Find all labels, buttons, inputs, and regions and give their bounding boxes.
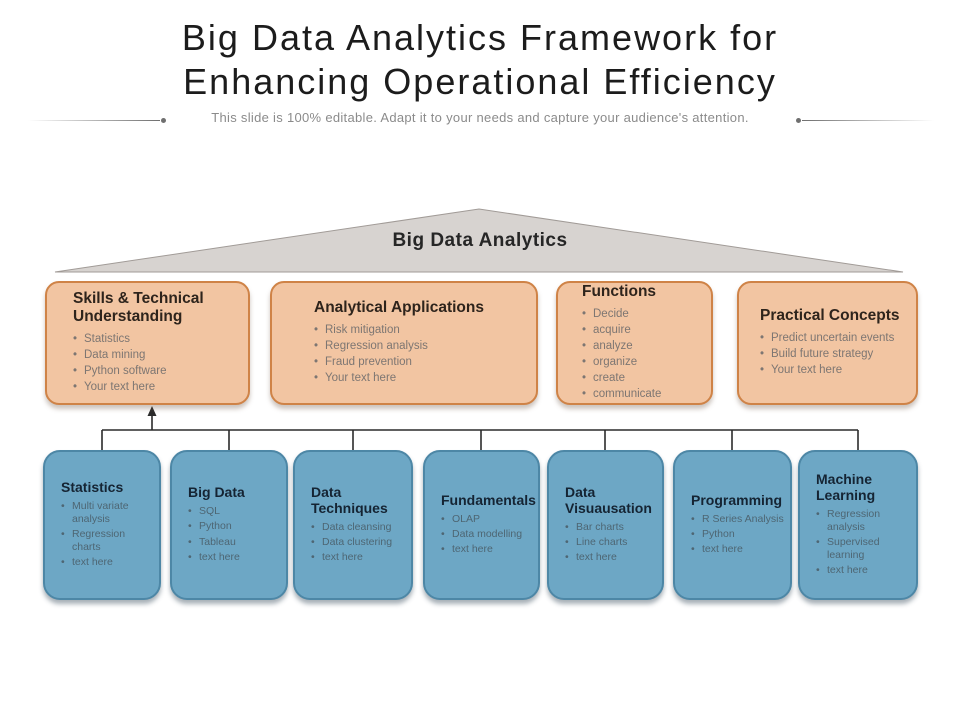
bullet-item: • Line charts xyxy=(565,536,656,549)
bullet-item: • Predict uncertain events xyxy=(760,331,908,345)
bottom-box-big-data xyxy=(170,450,288,600)
bullet-list xyxy=(73,332,238,396)
bullet-item: • Data clustering xyxy=(311,536,405,549)
box-title: Data Techniques xyxy=(311,483,388,516)
bottom-box-data-techniques xyxy=(293,450,413,600)
box-title: Statistics xyxy=(61,478,124,495)
pyramid-label: Big Data Analytics xyxy=(392,230,568,251)
bullet-item: • SQL xyxy=(188,505,280,518)
bullet-list xyxy=(188,505,280,566)
box-title: Machine Learning xyxy=(816,470,876,503)
bottom-box-fundamentals xyxy=(423,450,540,600)
bottom-box-machine-learning xyxy=(798,450,918,600)
bullet-item: • Regression charts xyxy=(61,528,153,554)
bullet-list xyxy=(61,500,153,572)
bullet-item: • text here xyxy=(311,551,405,564)
bottom-box-statistics xyxy=(43,450,161,600)
bullet-item: • Data mining xyxy=(73,348,238,362)
bullet-item: • Fraud prevention xyxy=(314,355,526,369)
bullet-item: • Bar charts xyxy=(565,521,656,534)
bullet-list xyxy=(441,513,532,558)
bullet-item: • R Series Analysis xyxy=(691,513,784,526)
box-title: Programming xyxy=(691,491,783,508)
top-box-functions xyxy=(556,281,713,405)
box-title: Fundamentals xyxy=(441,491,536,508)
box-title: Analytical Applications xyxy=(314,299,484,317)
bullet-item: • Multi variate analysis xyxy=(61,500,153,526)
bullet-list xyxy=(582,307,703,403)
box-title: Data Visuausation xyxy=(565,483,652,516)
bullet-item: • Build future strategy xyxy=(760,347,908,361)
slide-subtitle: This slide is 100% editable. Adapt it to your needs and capture your audience's attention. xyxy=(211,110,749,125)
connector-lines xyxy=(102,406,858,452)
bullet-item: • Python xyxy=(188,520,280,533)
bullet-item: • Supervised learning xyxy=(816,536,910,562)
top-box-analytical-applications xyxy=(270,281,538,405)
box-title: Practical Concepts xyxy=(760,307,900,325)
bullet-item: • Your text here xyxy=(73,380,238,394)
bullet-item: • Python software xyxy=(73,364,238,378)
bullet-item: • text here xyxy=(691,543,784,556)
bullet-list xyxy=(760,331,908,379)
bullet-item: • Tableau xyxy=(188,536,280,549)
bullet-item: • communicate xyxy=(582,387,703,401)
bullet-item: • text here xyxy=(61,556,153,569)
bottom-box-data-visuausation xyxy=(547,450,664,600)
box-title: Skills & Technical Understanding xyxy=(73,290,204,326)
bullet-item: • text here xyxy=(188,551,280,564)
bullet-item: • Your text here xyxy=(760,363,908,377)
bullet-item: • Statistics xyxy=(73,332,238,346)
bullet-item: • text here xyxy=(816,564,910,577)
bullet-item: • organize xyxy=(582,355,703,369)
bullet-item: • Data modelling xyxy=(441,528,532,541)
bullet-list xyxy=(816,508,910,580)
bullet-item: • Decide xyxy=(582,307,703,321)
bullet-item: • OLAP xyxy=(441,513,532,526)
bullet-list xyxy=(314,323,526,387)
bullet-item: • Regression analysis xyxy=(816,508,910,534)
up-arrow-icon xyxy=(148,406,157,416)
box-title: Functions xyxy=(582,283,657,301)
bullet-item: • Data cleansing xyxy=(311,521,405,534)
bullet-item: • Your text here xyxy=(314,371,526,385)
box-title: Big Data xyxy=(188,484,245,501)
bullet-item: • text here xyxy=(441,543,532,556)
bullet-item: • Python xyxy=(691,528,784,541)
bullet-list xyxy=(311,521,405,566)
bullet-list xyxy=(565,521,656,566)
slide-title-line2: Enhancing Operational Efficiency xyxy=(183,61,777,102)
bullet-item: • create xyxy=(582,371,703,385)
bullet-item: • Risk mitigation xyxy=(314,323,526,337)
slide-title-line1: Big Data Analytics Framework for xyxy=(181,17,779,58)
bullet-item: • Regression analysis xyxy=(314,339,526,353)
top-box-skills-technical-understanding xyxy=(45,281,250,405)
bullet-item: • acquire xyxy=(582,323,703,337)
bullet-list xyxy=(691,513,784,558)
bullet-item: • analyze xyxy=(582,339,703,353)
top-box-practical-concepts xyxy=(737,281,918,405)
bullet-item: • text here xyxy=(565,551,656,564)
bottom-box-programming xyxy=(673,450,792,600)
